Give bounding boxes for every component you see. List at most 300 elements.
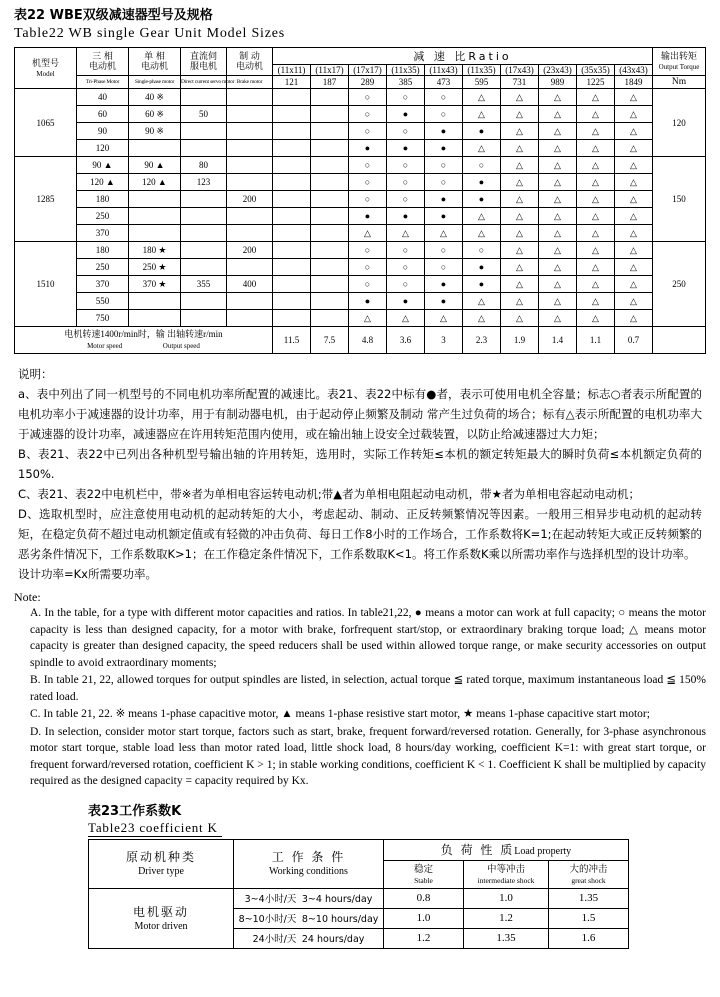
table-row [15,242,706,259]
ratio-mark-cell: △ [501,276,539,293]
ratio-value: 385 [387,76,425,89]
ratio-mark-cell: △ [615,123,653,140]
dc-servo-power-cell: 123 [181,174,227,191]
ratio-mark-cell [311,242,349,259]
ratio-mark-cell: △ [539,106,577,123]
single-phase-power-cell [129,140,181,157]
ratio-mark-cell: △ [539,208,577,225]
speed-value: 2.3 [463,327,501,354]
header-torque-unit: Nm [653,76,706,89]
ratio-mark-cell: ● [425,293,463,310]
dc-servo-power-cell [181,225,227,242]
ratio-mark-cell: ● [387,106,425,123]
ratio-mark-cell [311,293,349,310]
ratio-mark-cell: △ [615,89,653,106]
ratio-mark-cell: △ [577,293,615,310]
three-phase-power-cell: 60 [77,106,129,123]
speed-row-blank [653,327,706,354]
ratio-mark-cell [273,89,311,106]
ratio-mark-cell: △ [615,174,653,191]
brake-motor-power-cell [227,259,273,276]
ratio-mark-cell: ○ [387,123,425,140]
notes-english [16,605,706,790]
ratio-mark-cell: ○ [349,106,387,123]
header-output-torque: 输出转矩 Output Torque [653,48,706,76]
table23-row [89,888,629,908]
ratio-mark-cell: △ [577,174,615,191]
notes-en-a: A. In the table, for a type with different motor capacities and ratios. In table21,22, ● means a motor can work at full capacity; ○ means the motor capacity is less than designed capacity, for a motor with brake, forfrequent start/stop, or extraordinary braking torque load; △ means motor capacity is greater than designed capacity, the speed reducers shall be used within allowed torque range, or make security accessories on output spindle to avoid extraordinary moments; [30,607,706,669]
brake-motor-power-cell [227,225,273,242]
three-phase-power-cell: 750 [77,310,129,327]
ratio-mark-cell: △ [577,140,615,157]
brake-motor-power-cell [227,208,273,225]
table-row [15,191,706,208]
speed-value: 1.1 [577,327,615,354]
ratio-mark-cell: △ [387,310,425,327]
ratio-value: 989 [539,76,577,89]
single-phase-power-cell: 180 ★ [129,242,181,259]
ratio-mark-cell [273,157,311,174]
header-three-phase-motor: 三 相 电动机 [77,48,129,76]
dc-servo-power-cell [181,259,227,276]
t23-header-working-conditions: 工 作 条 件 Working conditions [234,839,384,888]
table-row [15,140,706,157]
single-phase-power-cell [129,208,181,225]
ratio-mark-cell: ○ [387,191,425,208]
speed-value: 7.5 [311,327,349,354]
brake-motor-power-cell [227,157,273,174]
ratio-mark-cell: ● [425,276,463,293]
speed-value: 1.9 [501,327,539,354]
ratio-mark-cell: ● [387,140,425,157]
ratio-mark-cell: △ [463,106,501,123]
header-row-1 [15,48,706,65]
ratio-code: (11x35) [387,65,425,76]
coefficient-medium-cell: 1.35 [464,928,549,948]
ratio-mark-cell: ○ [387,242,425,259]
ratio-mark-cell: ● [425,123,463,140]
model-cell: 1510 [15,242,77,327]
notes-cn-heading: 说明： [18,367,53,381]
brake-motor-power-cell [227,123,273,140]
single-phase-power-cell [129,225,181,242]
ratio-mark-cell: △ [501,259,539,276]
ratio-mark-cell: △ [539,140,577,157]
ratio-value: 731 [501,76,539,89]
three-phase-power-cell: 120 [77,140,129,157]
ratio-mark-cell: ○ [387,276,425,293]
ratio-mark-cell: △ [349,310,387,327]
ratio-mark-cell: △ [577,310,615,327]
table-row [15,276,706,293]
ratio-mark-cell: ● [463,259,501,276]
ratio-mark-cell: △ [539,310,577,327]
ratio-mark-cell: △ [425,225,463,242]
notes-cn-b: B、表21、表22中已列出各种机型号输出轴的许用转矩，选用时，实际工作转矩≤本机的额定转矩最大的瞬时负荷≤本机额定负荷的150%. [18,447,702,481]
speed-value: 3 [425,327,463,354]
ratio-mark-cell: △ [501,123,539,140]
single-phase-power-cell: 60 ※ [129,106,181,123]
ratio-mark-cell: ● [425,208,463,225]
notes-en-d: D. In selection, consider motor start torque, factors such as start, brake, frequent forward/reversed rotation. Generally, for 3-phase asynchronous motor start torque, stable load less than motor rated load, little shock load, 8 hours/day working, coefficient K=1: with great start torque, or frequent forward/reversed rotation, coefficient K > 1; in stable working conditions, coefficient K < 1. Coefficient K shall be multiplied by capacity required as the designed capacity = capacity required by Kx. [30,725,706,787]
ratio-code: (11x35) [463,65,501,76]
ratio-code: (11x43) [425,65,463,76]
table22-title-en: Table22 WB single Gear Unit Model Sizes [14,26,286,41]
ratio-mark-cell: ○ [349,157,387,174]
table-row [15,208,706,225]
ratio-mark-cell: ○ [387,89,425,106]
three-phase-power-cell: 370 [77,225,129,242]
header-model: 机型号 Model [15,48,77,89]
table-row [15,123,706,140]
coefficient-stable-cell: 0.8 [384,888,464,908]
driver-type-cell: 电机驱动 Motor driven [89,888,234,948]
table-row [15,259,706,276]
brake-motor-power-cell [227,310,273,327]
ratio-mark-cell: △ [577,242,615,259]
ratio-mark-cell: ● [349,208,387,225]
t23-header-row-1 [89,839,629,860]
header-single-phase-motor: 单 相 电动机 [129,48,181,76]
ratio-code: (11x17) [311,65,349,76]
dc-servo-power-cell: 80 [181,157,227,174]
notes-en-b: B. In table 21, 22, allowed torques for output spindles are listed, in selection, actual torque ≦ rated torque, maximum instantaneous load ≦ 150% rated load. [30,674,706,703]
ratio-mark-cell: △ [463,293,501,310]
gear-unit-model-sizes-table [14,47,706,354]
ratio-mark-cell: △ [577,106,615,123]
ratio-mark-cell [311,225,349,242]
speed-row [15,327,706,354]
ratio-mark-cell: △ [463,310,501,327]
dc-servo-power-cell [181,208,227,225]
dc-servo-power-cell [181,191,227,208]
ratio-mark-cell: △ [539,242,577,259]
ratio-mark-cell: ○ [425,106,463,123]
ratio-mark-cell: △ [425,310,463,327]
table-row [15,106,706,123]
ratio-mark-cell [273,242,311,259]
notes-cn-a: a、表中列出了同一机型号的不同电机功率所配置的减速比。表21、表22中标有●者，表示可使用电机全容量；标志○者表示所配置的电机功率小于减速器的设计功率，用于有制动器电机，由于起动停止频繁及制动 常产生过负荷的场合；标有△表示所配置的电机功率大于减速器的设计功率，减速器应在许用转矩范围内使用，或在输出轴上设安全过载装置，以防止给减速器过大力矩； [18,387,702,441]
ratio-mark-cell: △ [615,276,653,293]
speed-value: 1.4 [539,327,577,354]
three-phase-power-cell: 180 [77,191,129,208]
notes-cn-e: 设计功率=Kx所需要功率。 [18,567,157,581]
ratio-mark-cell [273,174,311,191]
t23-header-great-shock: 大的冲击 great shock [549,860,629,888]
output-torque-cell: 150 [653,157,706,242]
single-phase-power-cell [129,191,181,208]
table22-title [14,8,720,43]
ratio-mark-cell: ● [425,140,463,157]
ratio-mark-cell: △ [501,106,539,123]
single-phase-power-cell: 90 ※ [129,123,181,140]
t23-header-load-property: 负 荷 性 质Load property [384,839,629,860]
coefficient-great-cell: 1.6 [549,928,629,948]
three-phase-power-cell: 120 ▲ [77,174,129,191]
ratio-mark-cell: ○ [463,157,501,174]
t23-header-intermediate-shock: 中等冲击 intermediate shock [464,860,549,888]
ratio-mark-cell [311,310,349,327]
ratio-mark-cell: ○ [349,174,387,191]
coefficient-k-table [88,839,629,949]
working-condition-cell: 24小时/天 24 hours/day [234,928,384,948]
ratio-mark-cell: ○ [387,174,425,191]
ratio-mark-cell: ○ [349,259,387,276]
ratio-mark-cell: △ [501,310,539,327]
notes-english-heading: Note: [14,590,41,604]
ratio-mark-cell: △ [615,208,653,225]
ratio-mark-cell: △ [615,242,653,259]
ratio-mark-cell: ● [463,174,501,191]
ratio-code: (43x43) [615,65,653,76]
ratio-mark-cell: ○ [349,276,387,293]
dc-servo-power-cell: 355 [181,276,227,293]
ratio-mark-cell: △ [539,293,577,310]
header-dc-servo-en: Direct current servo motor [181,76,227,89]
ratio-mark-cell [311,208,349,225]
table23-title-en: Table23 coefficient K [88,820,222,837]
ratio-mark-cell: ○ [349,191,387,208]
ratio-value: 473 [425,76,463,89]
model-cell: 1065 [15,89,77,157]
ratio-value: 289 [349,76,387,89]
coefficient-stable-cell: 1.2 [384,928,464,948]
ratio-mark-cell [311,174,349,191]
ratio-mark-cell [311,140,349,157]
ratio-mark-cell: △ [387,225,425,242]
ratio-mark-cell: △ [615,293,653,310]
ratio-mark-cell: △ [539,191,577,208]
ratio-mark-cell: △ [539,89,577,106]
three-phase-power-cell: 90 ▲ [77,157,129,174]
brake-motor-power-cell [227,89,273,106]
three-phase-power-cell: 40 [77,89,129,106]
brake-motor-power-cell: 200 [227,191,273,208]
header-three-phase-en: Tri-Phase Motor [77,76,129,89]
ratio-mark-cell: ● [463,191,501,208]
header-row-ratio-values [15,76,706,89]
ratio-mark-cell [311,89,349,106]
ratio-mark-cell: △ [577,191,615,208]
ratio-mark-cell [311,123,349,140]
ratio-mark-cell: △ [501,140,539,157]
ratio-code: (11x11) [273,65,311,76]
ratio-code: (17x17) [349,65,387,76]
coefficient-stable-cell: 1.0 [384,908,464,928]
ratio-mark-cell [273,310,311,327]
ratio-mark-cell [311,191,349,208]
ratio-mark-cell: △ [539,174,577,191]
brake-motor-power-cell [227,106,273,123]
single-phase-power-cell: 370 ★ [129,276,181,293]
table-row [15,89,706,106]
ratio-mark-cell: △ [349,225,387,242]
notes-en-c: C. In table 21, 22. ※ means 1-phase capacitive motor, ▲ means 1-phase resistive start motor, ★ means 1-phase capacitive start motor; [30,708,650,720]
ratio-value: 187 [311,76,349,89]
coefficient-great-cell: 1.35 [549,888,629,908]
notes-cn-c: C、表21、表22中电机栏中，带※者为单相电容运转电动机;带▲者为单相电阻起动电动机，带★者为单相电容起动电动机； [18,487,640,501]
ratio-mark-cell: △ [577,225,615,242]
speed-value: 11.5 [273,327,311,354]
ratio-mark-cell [311,259,349,276]
brake-motor-power-cell: 200 [227,242,273,259]
three-phase-power-cell: 180 [77,242,129,259]
ratio-mark-cell: △ [463,208,501,225]
ratio-mark-cell: △ [501,225,539,242]
document-page [0,8,720,997]
table-row [15,293,706,310]
ratio-mark-cell: ○ [425,259,463,276]
single-phase-power-cell: 40 ※ [129,89,181,106]
ratio-mark-cell: △ [501,174,539,191]
brake-motor-power-cell [227,140,273,157]
ratio-mark-cell: ● [349,293,387,310]
three-phase-power-cell: 90 [77,123,129,140]
t23-header-driver-type: 原动机种类 Driver type [89,839,234,888]
ratio-mark-cell: ○ [425,174,463,191]
ratio-mark-cell: △ [463,89,501,106]
ratio-mark-cell [273,293,311,310]
table-row [15,310,706,327]
brake-motor-power-cell [227,293,273,310]
ratio-mark-cell: △ [539,157,577,174]
table22-title-cn: 表22 WBE双级减速器型号及规格 [14,8,213,23]
single-phase-power-cell [129,310,181,327]
ratio-mark-cell [273,259,311,276]
table-row [15,174,706,191]
ratio-mark-cell: ○ [349,89,387,106]
ratio-mark-cell: △ [577,157,615,174]
ratio-mark-cell: △ [615,225,653,242]
dc-servo-power-cell [181,293,227,310]
ratio-mark-cell: △ [615,191,653,208]
ratio-mark-cell: △ [539,259,577,276]
ratio-mark-cell: △ [577,259,615,276]
ratio-mark-cell: ○ [425,242,463,259]
ratio-mark-cell: ● [387,293,425,310]
ratio-mark-cell [273,106,311,123]
ratio-mark-cell: ○ [463,242,501,259]
working-condition-cell: 3~4小时/天 3~4 hours/day [234,888,384,908]
header-ratio: 减 速 比Ratio [273,48,653,65]
coefficient-medium-cell: 1.2 [464,908,549,928]
ratio-mark-cell [311,157,349,174]
table-row [15,225,706,242]
ratio-value: 595 [463,76,501,89]
ratio-mark-cell: ● [349,140,387,157]
ratio-mark-cell: △ [501,191,539,208]
dc-servo-power-cell: 50 [181,106,227,123]
ratio-mark-cell [273,225,311,242]
ratio-mark-cell [273,191,311,208]
ratio-mark-cell: △ [615,157,653,174]
header-dc-servo-motor: 直流伺 服电机 [181,48,227,76]
ratio-mark-cell: ● [425,191,463,208]
brake-motor-power-cell: 400 [227,276,273,293]
ratio-mark-cell: △ [539,276,577,293]
brake-motor-power-cell [227,174,273,191]
ratio-mark-cell: △ [463,140,501,157]
ratio-mark-cell: △ [539,123,577,140]
ratio-mark-cell: ● [463,276,501,293]
ratio-mark-cell: △ [501,157,539,174]
ratio-mark-cell: △ [501,89,539,106]
ratio-mark-cell: △ [577,123,615,140]
ratio-mark-cell: △ [463,225,501,242]
three-phase-power-cell: 250 [77,208,129,225]
ratio-mark-cell: ○ [425,157,463,174]
speed-value: 4.8 [349,327,387,354]
ratio-value: 1849 [615,76,653,89]
three-phase-power-cell: 370 [77,276,129,293]
header-single-phase-en: Single-phase motor [129,76,181,89]
working-condition-cell: 8~10小时/天 8~10 hours/day [234,908,384,928]
dc-servo-power-cell [181,89,227,106]
ratio-mark-cell [273,276,311,293]
ratio-mark-cell: △ [615,140,653,157]
speed-value: 3.6 [387,327,425,354]
ratio-mark-cell: ● [463,123,501,140]
dc-servo-power-cell [181,310,227,327]
table-row [15,157,706,174]
ratio-mark-cell: △ [539,225,577,242]
ratio-mark-cell: △ [615,106,653,123]
ratio-mark-cell [311,106,349,123]
notes-cn-d: D、选取机型时，应注意使用电动机的起动转矩的大小，考虑起动、制动、正反转频繁情况等因素。一般用三相异步电动机的起动转矩，在稳定负荷不超过电动机额定值或有轻微的冲击负荷、每日工作8小时的工作场合，工作系数将K=1;在起动转矩大或正反转频繁的恶劣条件情况下，工作系数取K>1；在工作稳定条件情况下，工作系数取K<1。将工作系数K乘以所需功率作与选择机型的设计功率。 [18,507,702,561]
three-phase-power-cell: 250 [77,259,129,276]
output-torque-cell: 120 [653,89,706,157]
ratio-value: 121 [273,76,311,89]
dc-servo-power-cell [181,242,227,259]
ratio-code: (17x43) [501,65,539,76]
ratio-mark-cell: △ [577,89,615,106]
ratio-mark-cell [273,208,311,225]
ratio-mark-cell: ○ [349,123,387,140]
ratio-mark-cell: ○ [425,89,463,106]
ratio-mark-cell: △ [501,293,539,310]
ratio-value: 1225 [577,76,615,89]
ratio-mark-cell [311,276,349,293]
ratio-mark-cell: △ [615,259,653,276]
ratio-mark-cell: △ [501,242,539,259]
coefficient-medium-cell: 1.0 [464,888,549,908]
dc-servo-power-cell [181,140,227,157]
three-phase-power-cell: 550 [77,293,129,310]
ratio-mark-cell: ○ [387,157,425,174]
ratio-mark-cell: △ [501,208,539,225]
t23-header-stable: 稳定 Stable [384,860,464,888]
table23-title [88,800,720,837]
single-phase-power-cell: 120 ▲ [129,174,181,191]
notes-chinese [18,364,702,584]
speed-row-label: 电机转速1400r/min时，输 出轴转速r/min Motor speed Output speed [15,327,273,354]
ratio-mark-cell: △ [615,310,653,327]
ratio-code: (23x43) [539,65,577,76]
ratio-code: (35x35) [577,65,615,76]
header-brake-motor-en: Brake motor [227,76,273,89]
single-phase-power-cell [129,293,181,310]
header-brake-motor: 制 动 电动机 [227,48,273,76]
ratio-mark-cell: ○ [387,259,425,276]
ratio-mark-cell: △ [577,276,615,293]
speed-value: 0.7 [615,327,653,354]
table23-title-cn: 表23工作系数K [88,803,182,819]
ratio-mark-cell: ● [387,208,425,225]
ratio-mark-cell [273,123,311,140]
ratio-mark-cell: △ [577,208,615,225]
ratio-mark-cell [273,140,311,157]
dc-servo-power-cell [181,123,227,140]
